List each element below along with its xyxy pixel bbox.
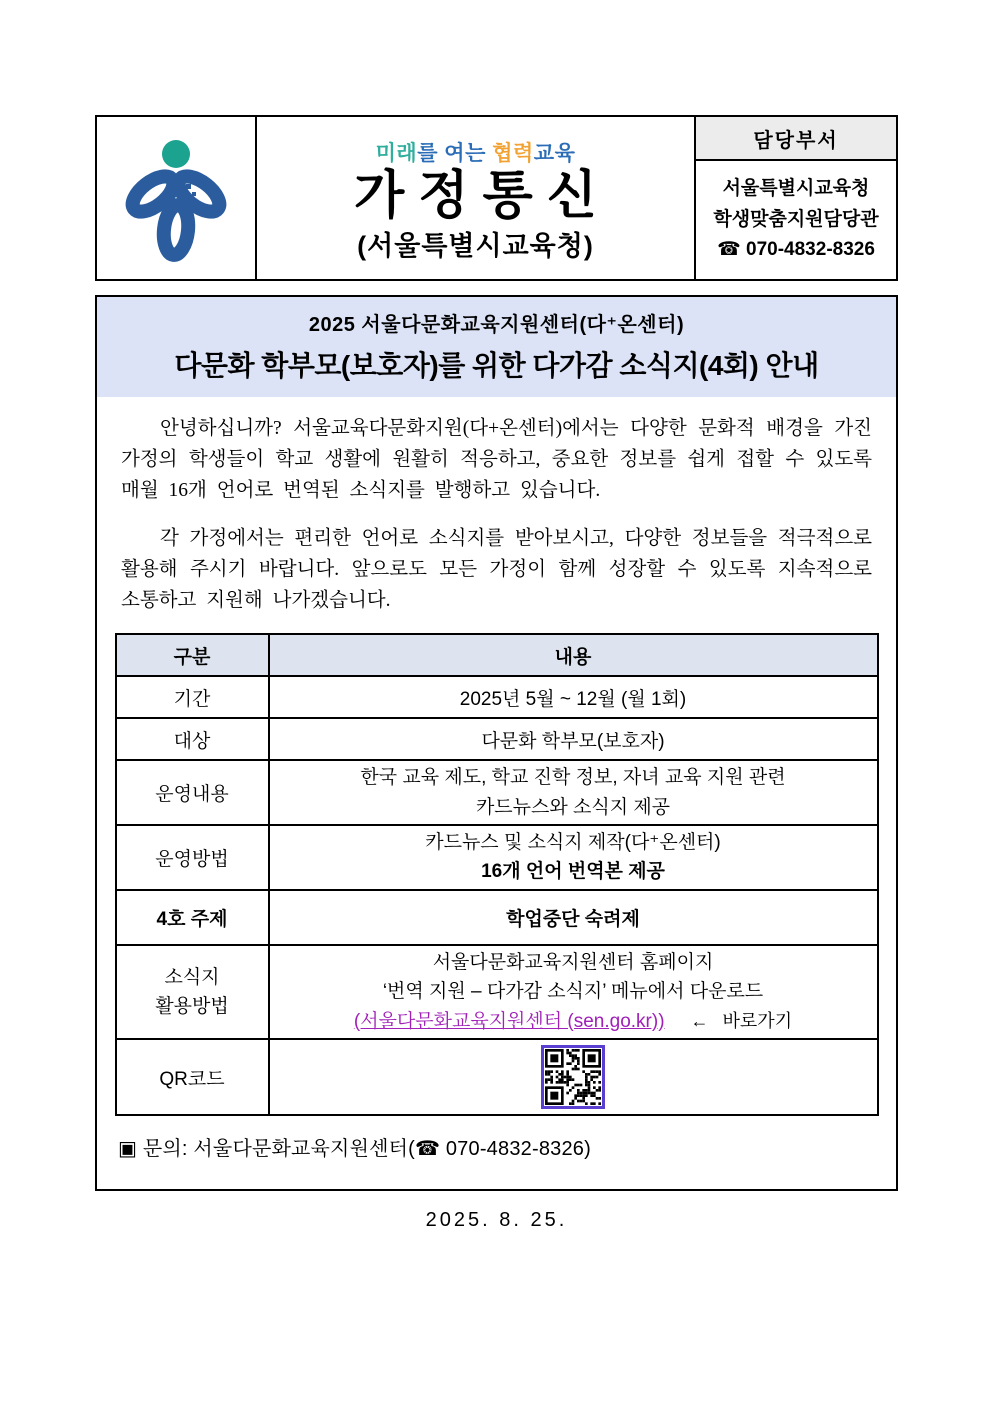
greeting-paragraph: 안녕하십니까? 서울교육다문화지원(다+온센터)에서는 다양한 문화적 배경을 가진 가정의 학생들이 학교 생활에 원활히 적응하고, 중요한 정보를 쉽게 접할 수 있도록 매월 16개 언어로 번역된 소식지를 발행하고 있습니다. (121, 418, 872, 502)
row-value-topic: 학업중단 숙려제 (269, 890, 878, 945)
table-row-target (116, 718, 878, 760)
method-line1: 카드뉴스 및 소식지 제작(다⁺온센터) (425, 832, 721, 853)
qr-code-frame (541, 1045, 605, 1109)
program-info-table (115, 633, 879, 1116)
row-value-period: 2025년 5월 ~ 12월 (월 1회) (269, 676, 878, 718)
table-row-usage (116, 945, 878, 1039)
row-label-topic: 4호 주제 (116, 890, 269, 945)
seoul-education-logo (120, 132, 232, 264)
method-line2: 16개 언어 번역본 제공 (481, 861, 665, 883)
row-label-method: 운영방법 (116, 825, 269, 890)
usage-line3 (276, 1007, 871, 1036)
row-value-content (269, 760, 878, 825)
usage-line1: 서울다문화교육지원센터 홈페이지 (432, 951, 714, 973)
contact-line: ▣ 문의: 서울다문화교육지원센터(☎ 070-4832-8326) (118, 1138, 591, 1161)
logo-cell (97, 117, 257, 279)
department-cell (696, 117, 896, 279)
table-row-content (116, 760, 878, 825)
notice-body (95, 295, 898, 1232)
logo-head-dot (162, 140, 190, 168)
header-title-cell (257, 117, 696, 279)
department-label: 담당부서 (696, 117, 896, 161)
slogan-part: 미래 (375, 142, 418, 166)
slogan-part: 를 여는 (417, 142, 493, 166)
shortcut-label: 바로가기 (722, 1010, 793, 1031)
department-office: 학생맞춤지원담당관 (713, 208, 879, 230)
row-value-usage (269, 945, 878, 1039)
row-value-qr (269, 1039, 878, 1115)
table-header-row (116, 634, 878, 676)
row-label-period: 기간 (116, 676, 269, 718)
table-row-topic (116, 890, 878, 945)
row-value-method (269, 825, 878, 890)
usage-line2: ‘번역 지원 – 다가감 소식지’ 메뉴에서 다운로드 (382, 981, 764, 1003)
closing-paragraph: 각 가정에서는 편리한 언어로 소식지를 받아보시고, 다양한 정보들을 적극적으로 활용해 주시기 바랍니다. 앞으로도 모든 가정이 함께 성장할 수 있도록 지속적으로 소통하고 지원해 나가겠습니다. (121, 527, 872, 611)
left-arrow-icon: ← (690, 1010, 709, 1031)
slogan-part: 교육 (533, 142, 576, 166)
table-row-method (116, 825, 878, 890)
notice-title-line1: 2025 서울다문화교육지원센터(다⁺온센터) (308, 314, 685, 336)
header (95, 115, 898, 281)
row-label-qr: QR코드 (116, 1039, 269, 1115)
qr-code-image (545, 1049, 601, 1105)
slogan (376, 137, 576, 167)
notice-title-line2: 다문화 학부모(보호자)를 위한 다가감 소식지(4회) 안내 (174, 350, 819, 381)
notice-title-banner (97, 297, 896, 397)
column-header-naeyong: 내용 (269, 634, 878, 676)
shortcut-note (691, 1011, 793, 1031)
slogan-part: 협력 (492, 142, 534, 166)
column-header-gubun: 구분 (116, 634, 269, 676)
content-line2: 카드뉴스와 소식지 제공 (475, 796, 671, 818)
row-label-target: 대상 (116, 718, 269, 760)
usage-label-line2: 활용방법 (155, 996, 229, 1018)
center-homepage-link[interactable]: (서울다문화교육지원센터 (sen.go.kr)) (353, 1010, 665, 1032)
department-info (696, 161, 896, 279)
department-phone: ☎ 070-4832-8326 (717, 239, 875, 261)
row-label-usage (116, 945, 269, 1039)
table-row-period (116, 676, 878, 718)
department-org: 서울특별시교육청 (722, 178, 870, 200)
date-line: 2025. 8. 25. (425, 1209, 568, 1232)
row-value-target: 다문화 학부모(보호자) (269, 718, 878, 760)
newsletter-title: 가정통신 (354, 167, 611, 226)
content-line1: 한국 교육 제도, 학교 진학 정보, 자녀 교육 지원 관련 (360, 767, 786, 789)
usage-label-line1: 소식지 (164, 966, 220, 988)
table-row-qr (116, 1039, 878, 1115)
newsletter-subtitle: (서울특별시교육청) (357, 230, 594, 261)
row-label-content: 운영내용 (116, 760, 269, 825)
